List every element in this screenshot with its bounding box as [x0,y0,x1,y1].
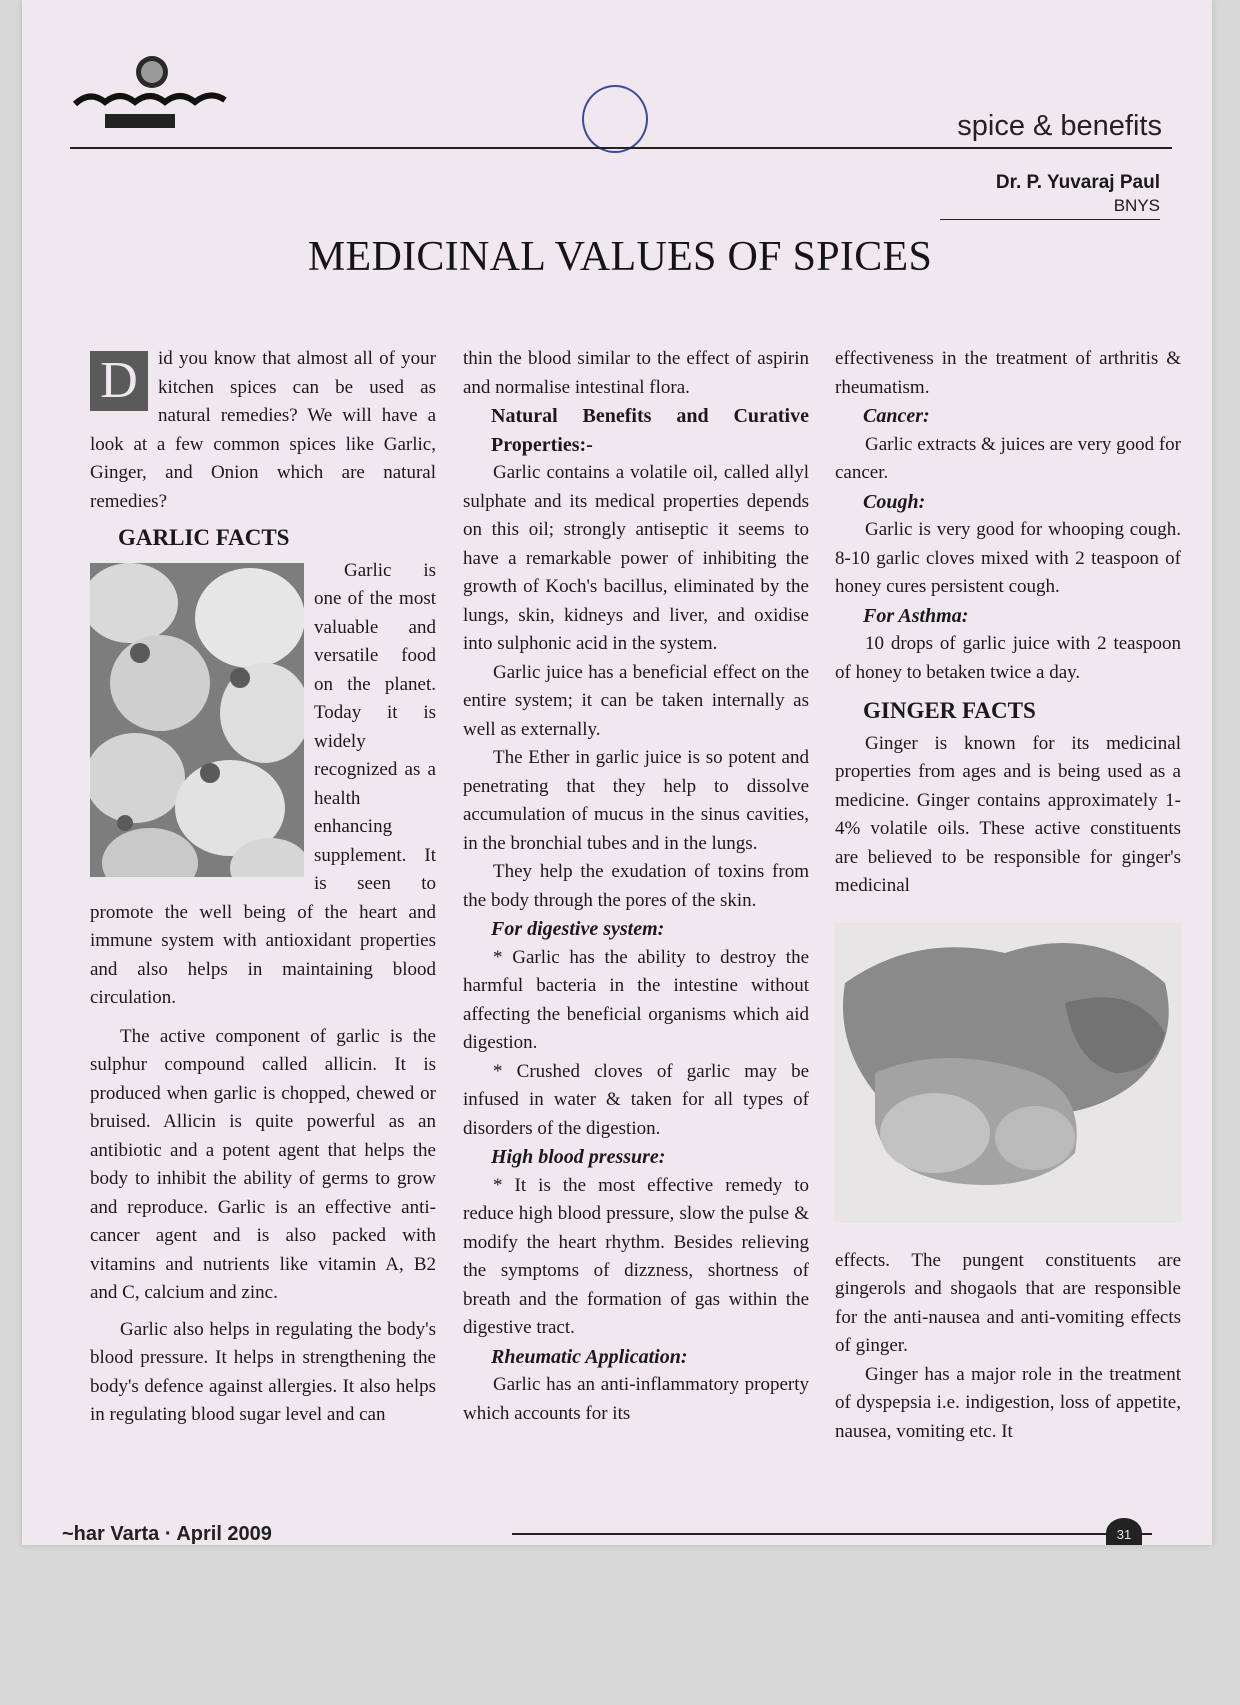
article-column-1 [90,345,436,1430]
blood-thinning-paragraph: thin the blood similar to the effect of aspirin and normalise intestinal flora. [463,348,809,398]
page-number: 31 [1106,1518,1142,1545]
cancer-paragraph: Garlic extracts & juices are very good for cancer. [835,433,1182,483]
asthma-heading: For Asthma: [863,604,969,627]
ginger-photo [835,923,1181,1223]
article-title: MEDICINAL VALUES OF SPICES [307,234,933,280]
handwritten-annotation [582,85,648,153]
ginger-facts-heading: GINGER FACTS [863,698,1036,723]
intro-paragraph: id you know that almost all of your kitchen spices can be used as natural remedies? We will have a look at a few common spices like Garlic, Ginger, and Onion which are natural remedies? [90,348,436,512]
author-block [940,172,1160,220]
magazine-page [22,0,1212,1545]
blood-pressure-point: * It is the most effective remedy to reduce high blood pressure, slow the pulse & modify the heart rhythm. Besides relieving the symptoms of dizzness, shortness of breath and the formation of gas within the digestive tract. [463,1174,809,1338]
volatile-oil-paragraph: Garlic contains a volatile oil, called allyl sulphate and its medical properties depends on this oil; strongly antiseptic it seems to have a remarkable power of inhibiting the growth of Koch's bacillus, eliminated by the lungs, skin, kidneys and liver, and oxidise into sulphonic acid in the system. [463,462,809,654]
digestive-point-2: * Crushed cloves of garlic may be infused in water & taken for all types of disorders of the digestion. [463,1060,809,1139]
ginger-paragraph-1: Ginger is known for its medicinal properties from ages and is being used as a medicine. Ginger contains approximately 1-4% volatile oils. These active constituents are believed to be responsible for ginger's medicinal [835,732,1181,896]
digestive-system-heading: For digestive system: [491,918,665,940]
garlic-photo [90,563,304,877]
garlic-facts-heading: GARLIC FACTS [118,525,290,550]
ginger-paragraph-3: Ginger has a major role in the treatment of dyspepsia i.e. indigestion, loss of appetite, nausea, vomiting etc. It [835,1363,1181,1442]
digestive-point-1: * Garlic has the ability to destroy the harmful bacteria in the intestine without affecting the beneficial organisms which aid digestion. [463,946,809,1053]
footer-publication: ~har Varta · April 2009 [62,1523,272,1545]
article-column-3 [835,345,1181,1446]
curative-properties-heading: Natural Benefits and Curative Properties:- [491,405,809,456]
high-blood-pressure-heading: High blood pressure: [491,1146,666,1168]
garlic-paragraph-3: Garlic also helps in regulating the body's blood pressure. It helps in strengthening the body's defence against allergies. It also helps in regulating blood sugar level and can [90,1318,436,1425]
header-rule [70,147,1172,149]
cough-paragraph: Garlic is very good for whooping cough. 8-10 garlic cloves mixed with 2 teaspoon of honey cures persistent cough. [835,519,1181,597]
garlic-paragraph-1: Garlic is one of the most valuable and versatile food on the planet. Today it is widely recognized as a health enhancing supplement. It is seen to promote the well being of the heart and immune system with antioxidant properties and also helps in maintaining blood circulation. [90,559,436,1008]
cancer-heading: Cancer: [863,405,930,427]
article-column-2 [463,345,809,1428]
toxins-paragraph: They help the exudation of toxins from the body through the pores of the skin. [463,861,809,911]
arthritis-paragraph: effectiveness in the treatment of arthritis & rheumatism. [835,348,1181,398]
cough-heading: Cough: [863,490,926,513]
author-qualification: BNYS [940,196,1160,220]
author-name: Dr. P. Yuvaraj Paul [995,172,1160,193]
garlic-juice-paragraph: Garlic juice has a beneficial effect on the entire system; it can be taken internally as well as externally. [463,661,809,740]
drop-cap: D [90,351,148,411]
rheumatic-application-heading: Rheumatic Application: [491,1345,688,1368]
magazine-logo [70,52,240,142]
footer-rule [512,1533,1152,1535]
ginger-paragraph-2: effects. The pungent constituents are gingerols and shogaols that are responsible for the anti-nausea and anti-vomiting effects of ginger. [835,1249,1181,1356]
section-title: spice & benefits [957,110,1162,142]
asthma-paragraph: 10 drops of garlic juice with 2 teaspoon of honey to betaken twice a day. [835,633,1181,683]
ether-paragraph: The Ether in garlic juice is so potent and penetrating that they help to dissolve accumulation of mucus in the sinus cavities, in the bronchial tubes and in the lungs. [463,747,809,854]
rheumatic-paragraph: Garlic has an anti-inflammatory property which accounts for its [463,1374,809,1424]
garlic-paragraph-2: The active component of garlic is the sulphur compound called allicin. It is produced when garlic is chopped, chewed or bruised. Allicin is quite powerful as an antibiotic and a potent agent that helps the body to inhibit the ability of germs to grow and reproduce. Garlic is an effective anti-cancer agent and is also packed with vitamins and nutrients like vitamin A, B2 and C, calcium and zinc. [90,1025,436,1303]
